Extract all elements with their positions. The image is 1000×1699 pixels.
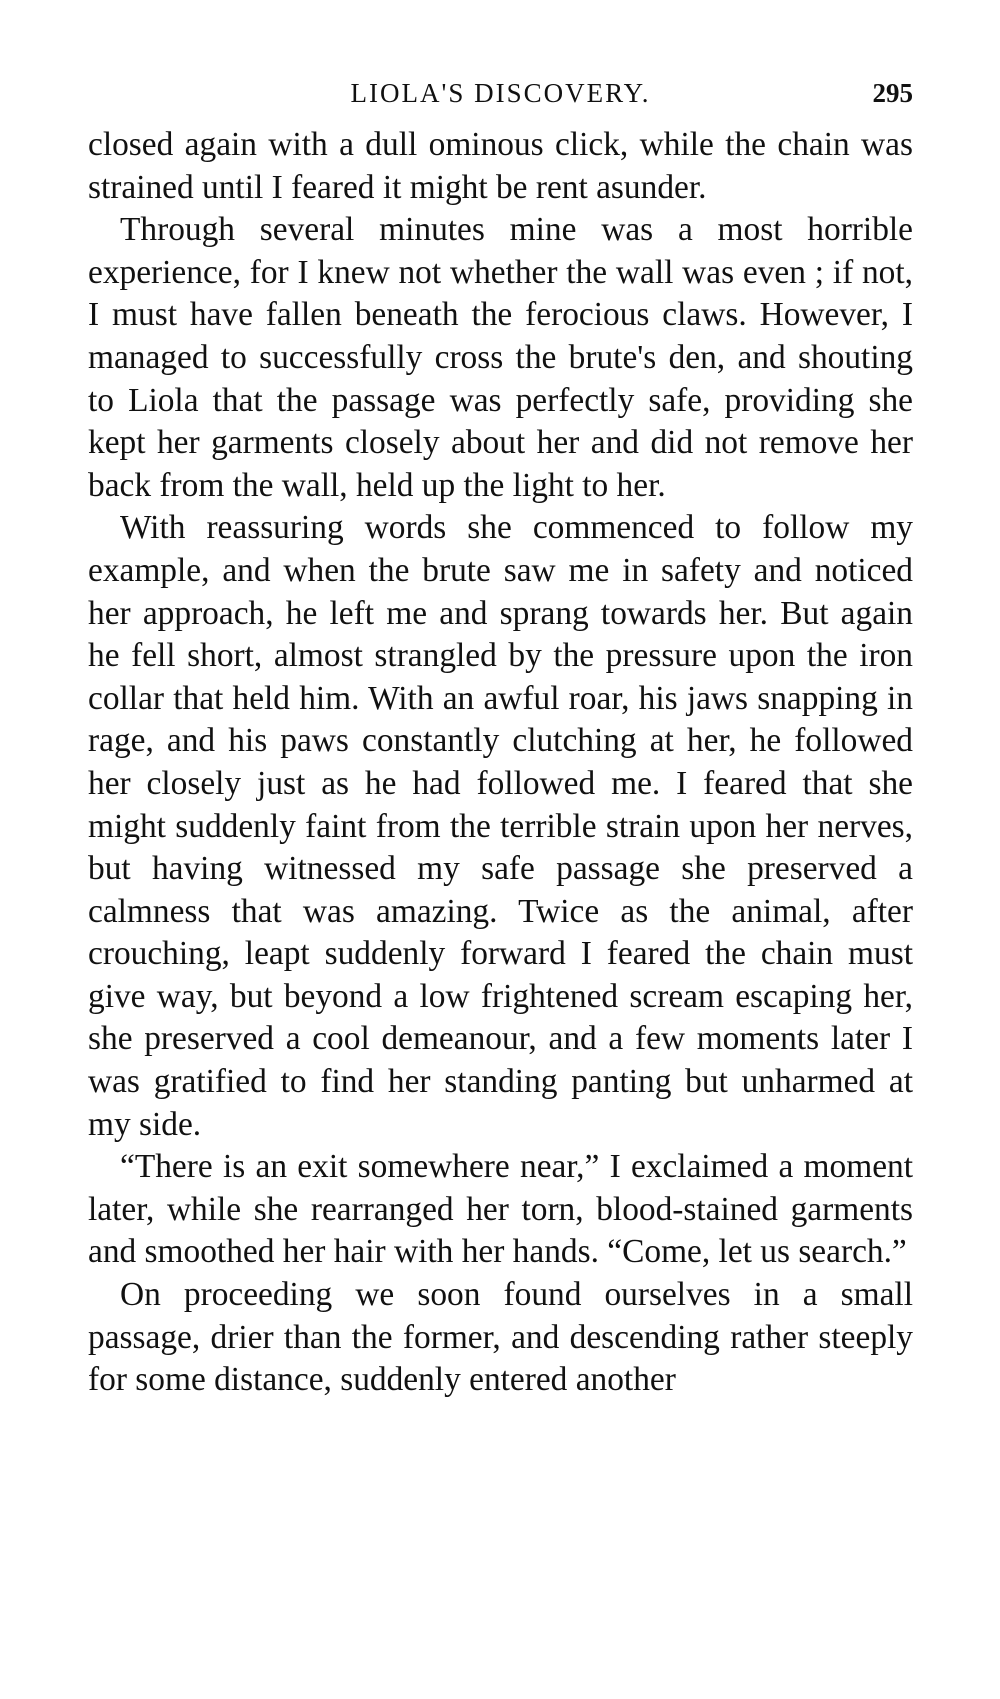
paragraph-passage: On proceeding we soon found ourselves in a small passage, drier than the former, and descending rather steeply for some distance, suddenly entered another [88,1276,913,1399]
paragraph-continuation: closed again with a dull ominous click, while the chain was strained until I feared it might be rent asunder. [88,126,913,206]
paragraph-horrible-experience: Through several minutes mine was a most horrible experience, for I knew not whether the wall was even ; if not, I must have fallen beneath the ferocious claws. However, I managed to successfully cross the brute's den, and shouting to Liola that the passage was perfectly safe, providing she kept her garments closely about her and did not remove her back from the wall, held up the light to her. [88,211,913,504]
book-page [88,78,913,1668]
page-number: 295 [872,78,913,108]
running-head [88,78,913,114]
paragraph-liola-crossing: With reassuring words she commenced to follow my example, and when the brute saw me in safety and noticed her approach, he left me and sprang towards her. But again he fell short, almost strangled by the pressure upon the iron collar that held him. With an awful roar, his jaws snapping in rage, and his paws constantly clutching at her, he followed her closely just as he had followed me. I feared that she might suddenly faint from the terrible strain upon her nerves, but having witnessed my safe passage she preserved a calmness that was amazing. Twice as the animal, after crouching, leapt suddenly forward I feared the chain must give way, but beyond a low frightened scream escaping her, she preserved a cool demeanour, and a few moments later I was gratified to find her standing panting but unharmed at my side. [88,509,913,1143]
paragraph-exit-dialogue: “There is an exit somewhere near,” I exclaimed a moment later, while she rearranged her torn, blood-stained garments and smoothed her hair with her hands. “Come, let us search.” [88,1148,913,1271]
running-title: LIOLA'S DISCOVERY. [350,78,651,108]
